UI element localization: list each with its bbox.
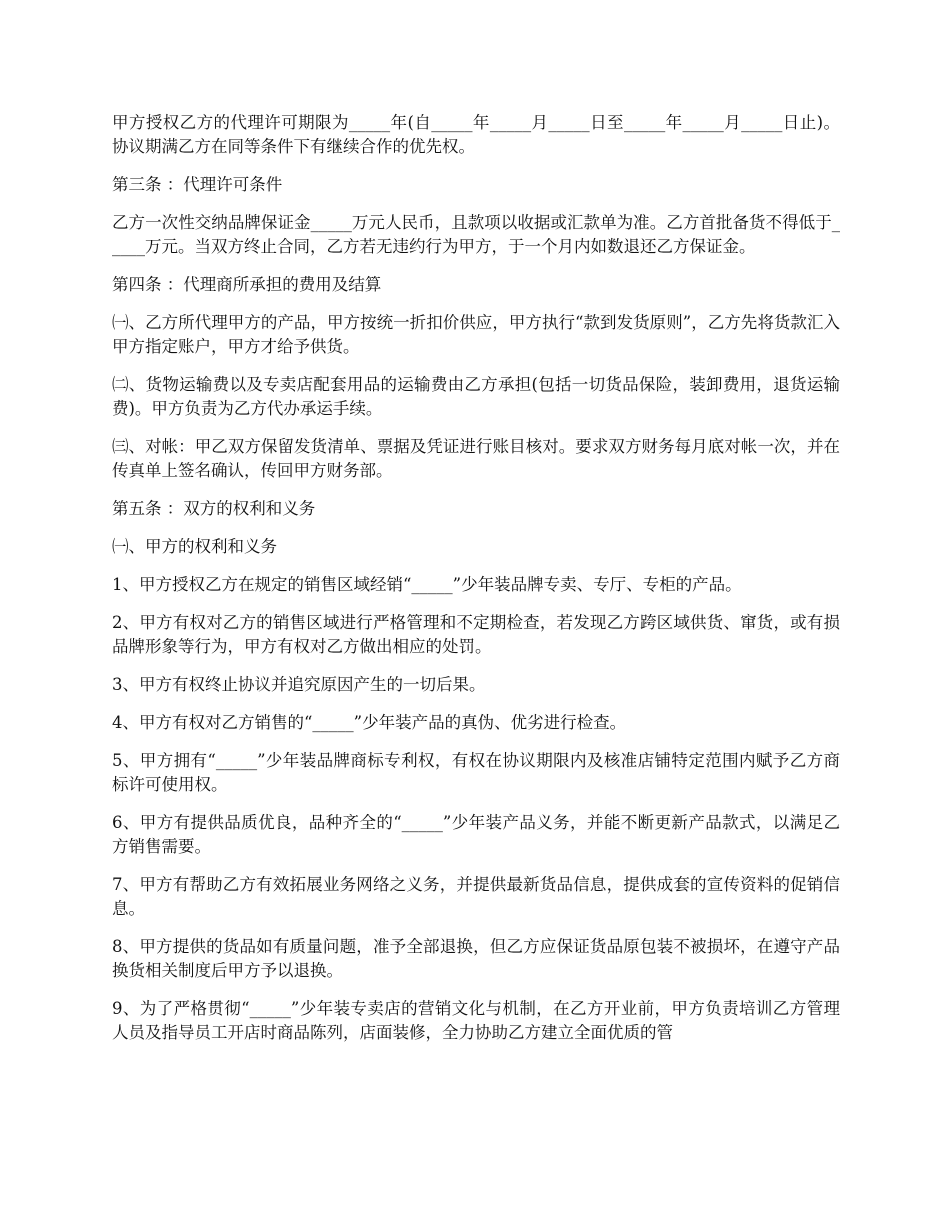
list-item-5: 5、甲方拥有“_____”少年装品牌商标专利权，有权在协议期限内及核准店铺特定范围内赋予乙方商标许可使用权。 xyxy=(112,751,840,794)
list-item-7: 7、甲方有帮助乙方有效拓展业务网络之义务，并提供最新货品信息，提供成套的宣传资料的促销信息。 xyxy=(112,875,840,918)
paragraph-pricing: ㈠、乙方所代理甲方的产品，甲方按统一折扣价供应，甲方执行“款到发货原则”，乙方先将货款汇入甲方指定账户，甲方才给予供货。 xyxy=(112,313,840,356)
list-item-8: 8、甲方提供的货品如有质量问题，准予全部退换，但乙方应保证货品原包装不被损坏，在遵守产品换货相关制度后甲方予以退换。 xyxy=(112,937,840,980)
heading-article-5: 第五条 ：双方的权利和义务 xyxy=(112,499,316,518)
list-item-6: 6、甲方有提供品质优良，品种齐全的“_____”少年装产品义务，并能不断更新产品款式，以满足乙方销售需要。 xyxy=(112,813,840,856)
heading-article-3: 第三条 ：代理许可条件 xyxy=(112,175,283,194)
list-item-1: 1、甲方授权乙方在规定的销售区域经销“_____”少年装品牌专卖、专厅、专柜的产品。 xyxy=(112,575,742,594)
heading-article-4: 第四条 ：代理商所承担的费用及结算 xyxy=(112,275,382,294)
paragraph-deposit: 乙方一次性交纳品牌保证金_____万元人民币，且款项以收据或汇款单为准。乙方首批备货不得低于_____万元。当双方终止合同，乙方若无违约行为甲方，于一个月内如数退还乙方保证金。 xyxy=(112,213,840,256)
paragraph-reconciliation: ㈢、对帐：甲乙双方保留发货清单、票据及凭证进行账目核对。要求双方财务每月底对帐一次，并在传真单上签名确认，传回甲方财务部。 xyxy=(112,437,840,480)
list-item-3: 3、甲方有权终止协议并追究原因产生的一切后果。 xyxy=(112,675,486,694)
list-item-4: 4、甲方有权对乙方销售的“_____”少年装产品的真伪、优劣进行检查。 xyxy=(112,713,627,732)
paragraph-license-period: 甲方授权乙方的代理许可期限为_____年(自_____年_____月_____日至_____年_____月_____日止)。协议期满乙方在同等条件下有继续合作的优先权。 xyxy=(112,113,840,156)
subheading-party-a-rights: ㈠、甲方的权利和义务 xyxy=(112,537,277,556)
list-item-9: 9、为了严格贯彻“_____”少年装专卖店的营销文化与机制，在乙方开业前，甲方负责培训乙方管理人员及指导员工开店时商品陈列，店面装修，全力协助乙方建立全面优质的管 xyxy=(112,999,840,1042)
paragraph-shipping: ㈡、货物运输费以及专卖店配套用品的运输费由乙方承担(包括一切货品保险，装卸费用，退货运输费)。甲方负责为乙方代办承运手续。 xyxy=(112,375,840,418)
list-item-2: 2、甲方有权对乙方的销售区域进行严格管理和不定期检查，若发现乙方跨区域供货、窜货，或有损品牌形象等行为，甲方有权对乙方做出相应的处罚。 xyxy=(112,613,840,656)
document-body xyxy=(112,111,840,1059)
